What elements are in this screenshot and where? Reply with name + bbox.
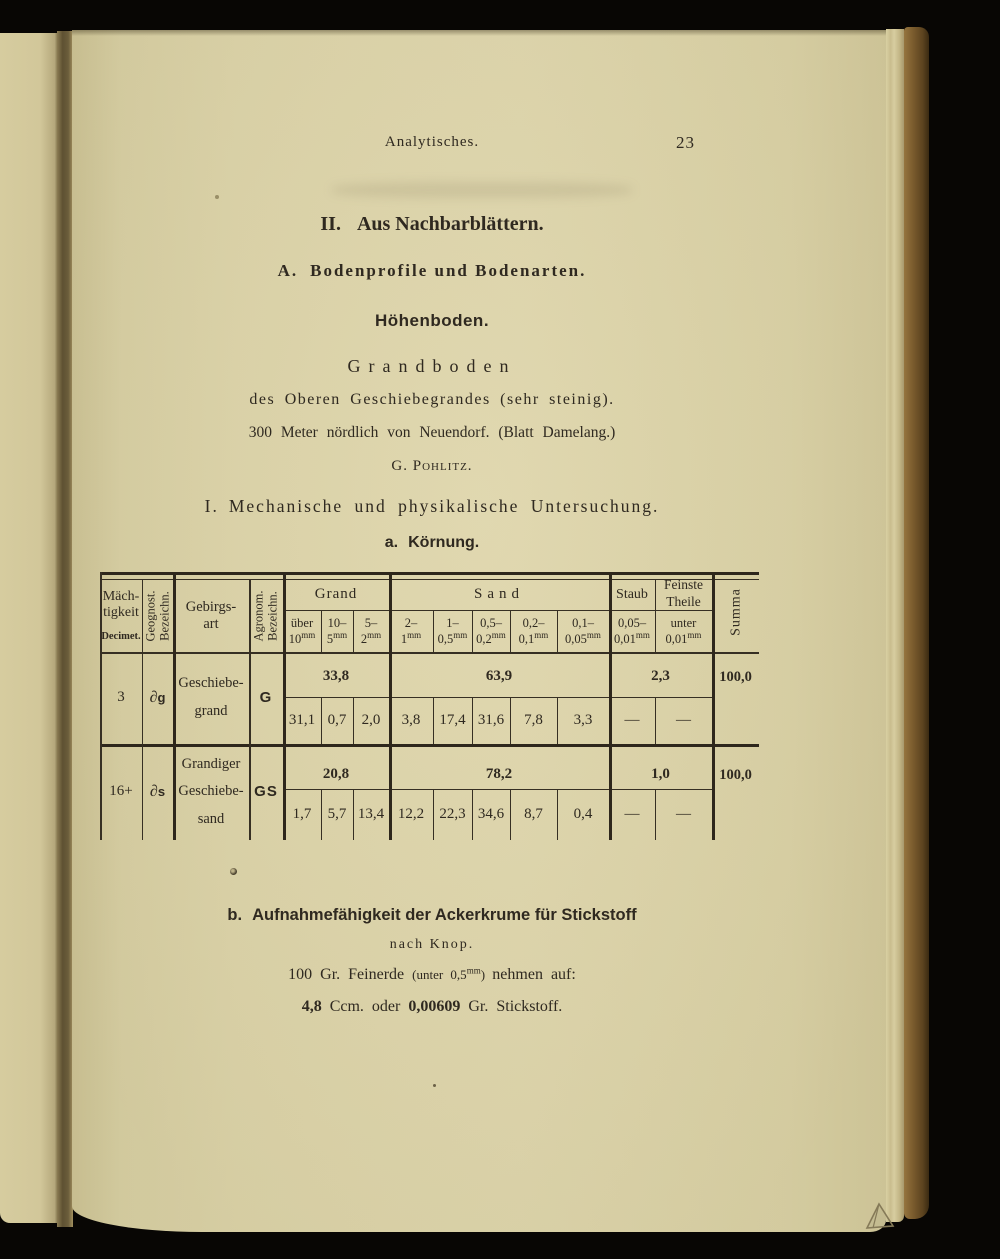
row2-staub-feinste-total: 1,0	[651, 766, 670, 783]
row2-sand-3: 34,6	[477, 806, 505, 823]
row1-grand-3: 2,0	[361, 712, 381, 729]
title-grandboden: Grandboden	[347, 356, 517, 376]
author-name: G. Pohlitz.	[391, 458, 473, 474]
col-header-geognost: Geognost. Bezeichn.	[142, 590, 171, 642]
subsection-heading-koernung	[72, 534, 792, 552]
row1-feinste: —	[676, 712, 691, 729]
subcol-05-02mm: 0,5– $0,2^{mm}$	[476, 615, 506, 646]
subcol-5-2mm: 5– $2^{mm}$	[360, 615, 382, 646]
subsection-title: Bodenprofile und Bodenarten.	[310, 261, 587, 280]
row1-staub: —	[624, 712, 640, 729]
row2-sand-1: 12,2	[397, 806, 425, 823]
row2-maechtigkeit: 16+	[109, 783, 133, 800]
subtitle-geschiebegrand: des Oberen Geschiebegrandes (sehr steinig).	[249, 391, 615, 408]
page-content	[72, 30, 792, 1232]
section-numeral: I.	[204, 496, 219, 516]
row2-feinste: —	[676, 806, 691, 823]
row2-summa: 100,0	[719, 766, 752, 783]
row1-sand-1: 3,8	[401, 712, 421, 729]
row2-grand-2: 5,7	[327, 806, 347, 823]
row2-sand-4: 8,7	[524, 806, 543, 823]
row1-maechtigkeit: 3	[117, 689, 125, 706]
location-line: 300 Meter nördlich von Neuendorf. (Blatt Damelang.)	[248, 424, 616, 441]
row2-grand-total: 20,8	[322, 766, 350, 783]
subcol-01-005mm: 0,1– $0,05^{mm}$	[565, 615, 601, 646]
section-b-heading	[72, 906, 792, 925]
section-numeral: II.	[320, 213, 341, 235]
row1-staub-feinste-total: 2,3	[651, 668, 670, 685]
row1-sand-5: 3,3	[573, 712, 593, 729]
row1-grand-total: 33,8	[322, 668, 350, 685]
table-rule	[100, 572, 759, 575]
subcol-2-1mm: 2– $1^{mm}$	[400, 615, 422, 646]
subsection-heading-a	[72, 261, 792, 281]
row1-summa: 100,0	[719, 668, 752, 685]
group-header-grand: Grand	[314, 586, 358, 603]
col-unit-decimet: Decimet.	[101, 631, 141, 643]
col-header-agronom: Agronom. Bezeichn.	[251, 590, 279, 642]
book-gutter-shadow	[57, 31, 73, 1227]
subcol-02-01mm: 0,2– $0,1^{mm}$	[518, 615, 549, 646]
subcol-1-05mm: 1– $0,5^{mm}$	[437, 615, 468, 646]
stickstoff-result-line: 4,8 Ccm. oder 0,00609 Gr. Stickstoff.	[301, 998, 563, 1015]
row2-sand-2: 22,3	[439, 806, 466, 823]
section-title: Aus Nachbarblättern.	[356, 213, 544, 235]
koernung-table	[100, 570, 759, 842]
row1-agronom: G	[259, 689, 273, 707]
row1-sand-3: 31,6	[477, 712, 505, 729]
facing-page-edge	[0, 33, 57, 1223]
page-corner-fold-mark	[861, 1200, 901, 1234]
row2-staub: —	[624, 806, 640, 823]
col-header-gebirgsart: Gebirgs- art	[185, 599, 237, 632]
book-binding-edge	[904, 27, 929, 1219]
row2-sand-total: 78,2	[485, 766, 513, 783]
row2-agronom: GS	[254, 783, 278, 801]
row2-sand-5: 0,4	[573, 806, 593, 823]
subcol-unter-001mm: unter $0,01^{mm}$	[665, 615, 702, 646]
section-title: Mechanische und physikalische Untersuchung.	[228, 496, 660, 516]
row2-gebirgsart: Grandiger Geschiebe- sand	[178, 755, 244, 827]
book-page	[72, 30, 886, 1232]
section-heading-mechanische	[72, 496, 792, 517]
col-header-feinste-theile: Feinste Theile	[664, 576, 703, 609]
page-stack-edge	[886, 29, 904, 1222]
row2-grand-1: 1,7	[292, 806, 312, 823]
section-b-title: Aufnahmefähigkeit der Ackerkrume für Stickstoff	[252, 906, 637, 924]
row1-grand-2: 0,7	[327, 712, 347, 729]
col-header-staub: Staub	[616, 586, 648, 602]
running-header: Analytisches.	[384, 134, 480, 150]
row1-gebirgsart: Geschiebe- grand	[178, 675, 244, 719]
subsection-title: Körnung.	[408, 534, 480, 551]
row1-sand-4: 7,8	[524, 712, 543, 729]
row2-geognost: ∂ s	[149, 782, 166, 800]
subcol-10-5mm: 10– $5^{mm}$	[326, 615, 348, 646]
row1-sand-2: 17,4	[439, 712, 466, 729]
feinerde-line: 100 Gr. Feinerde (unter $0,5^{mm}$) nehmen auf:	[288, 965, 576, 983]
row2-grand-3: 13,4	[357, 806, 385, 823]
subsection-numeral: A.	[277, 261, 299, 280]
page-number: 23	[676, 133, 695, 152]
paren-note: (unter $0,5^{mm}$)	[412, 965, 486, 982]
subcol-ueber-10mm: über $10^{mm}$	[288, 615, 316, 646]
subsection-numeral: a.	[384, 534, 399, 551]
subcol-005-001mm: 0,05– $0,01^{mm}$	[614, 615, 650, 646]
section-b-subtitle: nach Knop.	[389, 937, 475, 952]
col-header-summa: Summa	[727, 588, 743, 636]
row1-sand-total: 63,9	[485, 668, 513, 685]
heading-hoehenboden: Höhenboden.	[374, 311, 490, 330]
section-b-numeral: b.	[227, 906, 243, 924]
row1-grand-1: 31,1	[288, 712, 316, 729]
section-heading-2	[72, 213, 792, 236]
group-header-sand: Sand	[474, 586, 524, 603]
row1-geognost: ∂ g	[149, 688, 166, 706]
col-header-maechtigkeit: Mäch- tigkeit Decimet.	[101, 588, 141, 643]
